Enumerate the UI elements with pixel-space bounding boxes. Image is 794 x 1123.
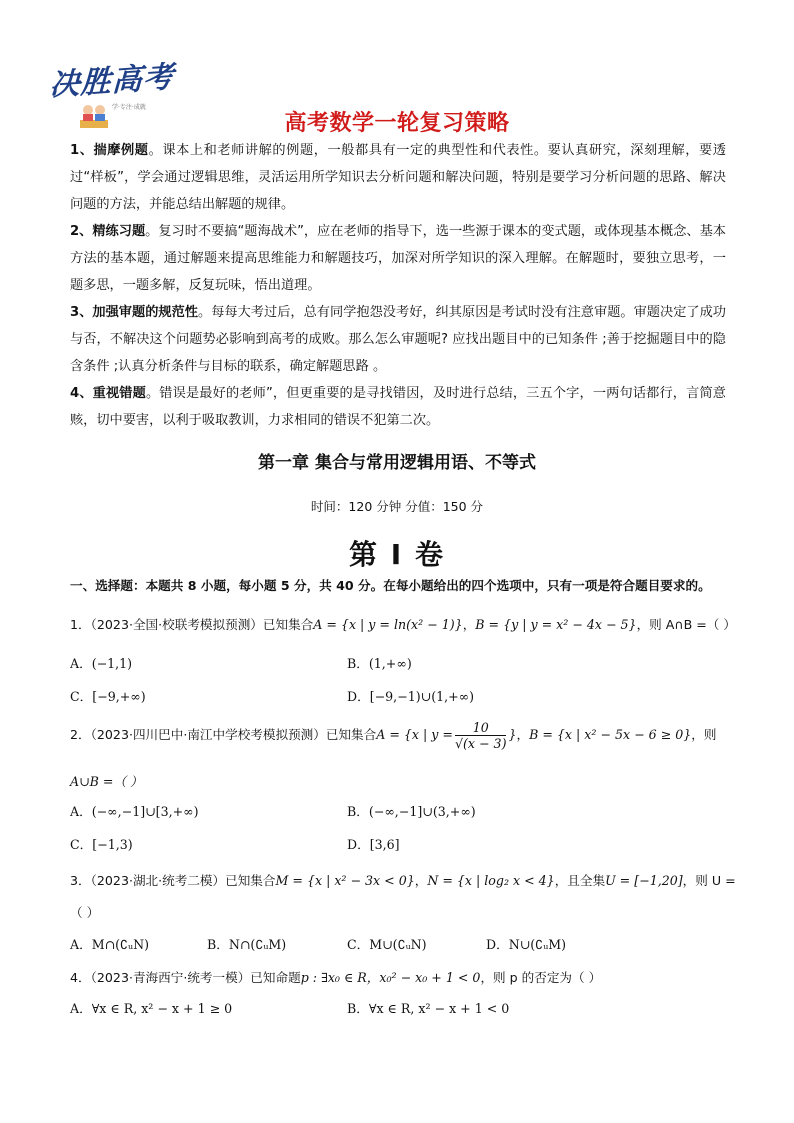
question-text: ，则 A∩B =（ ） xyxy=(636,617,736,632)
page-title: 高考数学一轮复习策略 xyxy=(284,111,510,136)
option-b: B．∀x ∈ R, x² − x + 1 < 0 xyxy=(347,1001,510,1016)
section-instructions: 一、选择题：本题共 8 小题，每小题 5 分，共 40 分。在每小题给出的四个选项中，只有一项是符合题目要求的。 xyxy=(70,578,711,593)
question-2-stem-cont: A∪B =（ ） xyxy=(70,774,143,789)
question-text: ，则 p 的否定为（ ） xyxy=(480,970,602,985)
strategy-item xyxy=(70,299,726,380)
strategy-item xyxy=(70,380,726,434)
question-text: ，则 U = xyxy=(682,873,736,888)
fraction-denominator: √(x − 3) xyxy=(454,736,507,751)
volume-title: 第 I 卷 xyxy=(349,538,445,571)
option-a: A．(−∞,−1]∪[3,+∞) xyxy=(70,804,199,819)
question-2-stem xyxy=(70,720,730,751)
math-expression: N = {x | log₂ x < 4} xyxy=(427,873,555,888)
option-a: A．(−1,1) xyxy=(70,656,133,671)
math-expression: U = [−1,20] xyxy=(605,873,683,888)
question-3-stem xyxy=(70,870,736,889)
option-b: B．(−∞,−1]∪(3,+∞) xyxy=(347,804,476,819)
option-d: D．[3,6] xyxy=(347,837,400,852)
option-b: B．N∩(∁ᵤM) xyxy=(207,937,287,952)
question-text: 1．（2023·全国·校联考模拟预测）已知集合 xyxy=(70,617,314,632)
question-4-stem xyxy=(70,967,730,986)
strategy-heading: 4、重视错题 xyxy=(70,386,146,401)
option-c: C．[−1,3) xyxy=(70,837,133,852)
question-text: 4．（2023·青海西宁·统考一模）已知命题 xyxy=(70,970,301,985)
option-c: C．[−9,+∞) xyxy=(70,689,146,704)
option-d: D．N∪(∁ᵤM) xyxy=(486,937,567,952)
logo-text: 决胜高考 xyxy=(48,59,175,104)
strategy-item xyxy=(70,137,726,218)
strategy-text: 。复习时不要搞“题海战术”，应在老师的指导下，选一些源于课本的变式题，或体现基本概念、基本方法的基本题，通过解题来提高思维能力和解题技巧，加深对所学知识的深入理解。在解题时，要独立思考，一题多思，一题多解，反复玩味，悟出道理。 xyxy=(70,224,726,293)
exam-meta: 时间：120 分钟 分值：150 分 xyxy=(310,499,484,514)
strategy-text: 。错误是最好的老师”，但更重要的是寻找错因，及时进行总结，三五个字，一两句话都行，言简意赅，切中要害，以利于吸取教训，力求相同的错误不犯第二次。 xyxy=(70,386,726,428)
question-text: 3．（2023·湖北·统考二模）已知集合 xyxy=(70,873,276,888)
question-text: 2．（2023·四川巴中·南江中学校考模拟预测）已知集合 xyxy=(70,727,377,742)
option-a: A．∀x ∈ R, x² − x + 1 ≥ 0 xyxy=(70,1001,233,1016)
strategy-text: 。每每大考过后，总有同学抱怨没考好，纠其原因是考试时没有注意审题。审题决定了成功与否，不解决这个问题势必影响到高考的成败。那么怎么审题呢? 应找出题目中的已知条件 ;善于挖掘题目中的隐含条件 ;认真分析条件与目标的联系，确定解题思路 。 xyxy=(70,305,726,374)
option-b: B．(1,+∞) xyxy=(347,656,412,671)
question-text: ，则 xyxy=(691,727,717,742)
math-expression: B = {y | y = x² − 4x − 5} xyxy=(475,617,637,632)
question-text: ， xyxy=(462,617,476,632)
math-expression: p : ∃x₀ ∈ R，x₀² − x₀ + 1 < 0 xyxy=(300,970,481,985)
strategy-heading: 3、加强审题的规范性 xyxy=(70,305,198,320)
math-expression: M = {x | x² − 3x < 0} xyxy=(275,873,415,888)
chapter-title: 第一章 集合与常用逻辑用语、不等式 xyxy=(258,453,536,473)
fraction xyxy=(455,720,507,751)
option-c: C．M∪(∁ᵤN) xyxy=(347,937,427,952)
math-expression: } xyxy=(508,727,517,742)
math-expression: A = {x | y = xyxy=(376,727,453,742)
question-3-stem-cont: （ ） xyxy=(70,905,100,920)
math-expression: A = {x | y = ln(x² − 1)} xyxy=(313,617,463,632)
question-text: ， xyxy=(414,873,428,888)
question-text: ，且全集 xyxy=(554,873,606,888)
strategy-text: 。课本上和老师讲解的例题，一般都具有一定的典型性和代表性。要认真研究，深刻理解，要透过“样板”，学会通过逻辑思维，灵活运用所学知识去分析问题和解决问题，特别是要学习分析问题的思路、解决问题的方法，并能总结出解题的规律。 xyxy=(70,143,726,212)
strategy-item xyxy=(70,218,726,299)
strategy-heading: 1、揣摩例题 xyxy=(70,143,149,158)
option-d: D．[−9,−1)∪(1,+∞) xyxy=(347,689,475,704)
math-expression: B = {x | x² − 5x − 6 ≥ 0} xyxy=(529,727,692,742)
question-1-stem xyxy=(70,614,736,633)
logo-caption: 学·专注·成就 xyxy=(112,104,146,111)
fraction-numerator: 10 xyxy=(455,720,507,736)
strategy-list xyxy=(70,137,726,434)
option-a: A．M∩(∁ᵤN) xyxy=(70,937,150,952)
strategy-heading: 2、精练习题 xyxy=(70,224,146,239)
question-text: ， xyxy=(516,727,530,742)
